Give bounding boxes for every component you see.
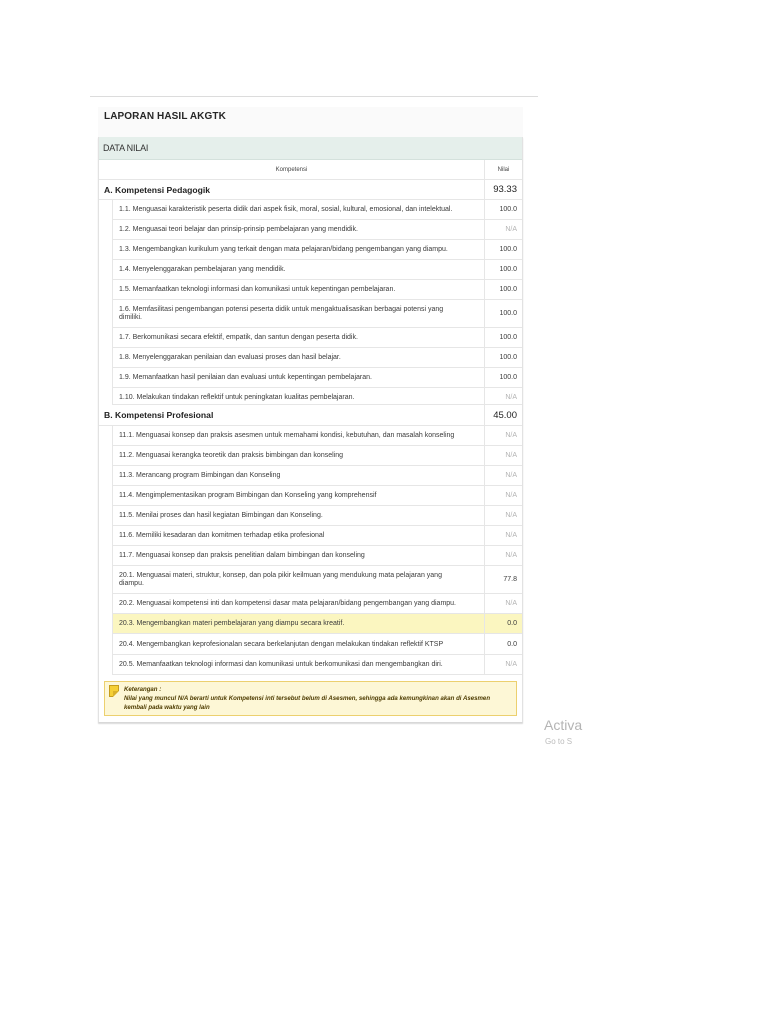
table-row [112, 300, 522, 328]
page-title: LAPORAN HASIL AKGTK [104, 111, 226, 122]
section-row-profesional [99, 405, 522, 426]
group-score: 45.00 [484, 405, 522, 425]
table-row [112, 655, 522, 675]
competency-label: 1.5. Memanfaatkan teknologi informasi dan komunikasi untuk kepentingan pembelajaran. [119, 286, 396, 293]
competency-label: 1.4. Menyelenggarakan pembelajaran yang mendidik. [119, 266, 286, 273]
table-row [112, 260, 522, 280]
score-value: N/A [484, 594, 522, 613]
table-row [112, 220, 522, 240]
table-row [112, 506, 522, 526]
competency-label: 1.7. Berkomunikasi secara efektif, empatik, dan santun dengan peserta didik. [119, 334, 358, 341]
competency-label: 1.9. Memanfaatkan hasil penilaian dan evaluasi untuk kepentingan pembelajaran. [119, 374, 372, 381]
table-row [112, 328, 522, 348]
score-value: 100.0 [484, 328, 522, 347]
score-value: 100.0 [484, 260, 522, 279]
note-label: Keterangan : [124, 686, 162, 693]
score-value: N/A [484, 388, 522, 404]
column-header-score: Nilai [484, 160, 522, 179]
competency-label: 20.5. Memanfaatkan teknologi informasi dan komunikasi untuk berkomunikasi dan mengembangkan diri. [119, 661, 443, 668]
table-row [112, 526, 522, 546]
competency-label: 20.1. Menguasai materi, struktur, konsep, dan pola pikir keilmuan yang mendukung mata pelajaran yang diampu. [119, 571, 442, 587]
table-row [112, 466, 522, 486]
note-text: Nilai yang muncul N/A berarti untuk Kompetensi inti tersebut belum di Asesmen, sehingga ada kemungkinan akan di Asesmen kembali pada waktu yang lain [124, 695, 491, 711]
table-row [112, 368, 522, 388]
table-row [112, 426, 522, 446]
divider [90, 96, 538, 97]
competency-label: 20.3. Mengembangkan materi pembelajaran yang diampu secara kreatif. [119, 620, 345, 627]
column-header-competency: Kompetensi [275, 166, 308, 173]
competency-label: 11.7. Menguasai konsep dan praksis penelitian dalam bimbingan dan konseling [119, 552, 365, 559]
score-value: 100.0 [484, 280, 522, 299]
info-note [104, 681, 517, 716]
section-header: DATA NILAI [99, 137, 522, 160]
table-header [99, 160, 522, 180]
score-value: 100.0 [484, 240, 522, 259]
competency-label: 1.1. Menguasai karakteristik peserta didik dari aspek fisik, moral, sosial, kultural, emosional, dan intelektual. [119, 206, 453, 213]
score-value: 0.0 [484, 614, 522, 633]
competency-label: 11.4. Mengimplementasikan program Bimbingan dan Konseling yang komprehensif [119, 492, 377, 499]
table-row [112, 388, 522, 405]
competency-label: 11.1. Menguasai konsep dan praksis asesmen untuk memahami kondisi, kebutuhan, dan masalah konseling [119, 432, 455, 439]
group-title: B. Kompetensi Profesional [104, 410, 214, 420]
score-value: N/A [484, 506, 522, 525]
group-score: 93.33 [484, 180, 522, 199]
activation-watermark-title: Activa [544, 717, 583, 733]
screenshot-region [90, 96, 585, 745]
score-value: 100.0 [484, 368, 522, 387]
competency-label: 11.5. Menilai proses dan hasil kegiatan Bimbingan dan Konseling. [119, 512, 323, 519]
competency-label: 1.3. Mengembangkan kurikulum yang terkait dengan mata pelajaran/bidang pengembangan yang diampu. [119, 246, 448, 253]
table-row [112, 594, 522, 614]
report-header [98, 107, 523, 137]
score-value: 77.8 [484, 566, 522, 593]
score-value: 100.0 [484, 300, 522, 327]
score-value: N/A [484, 546, 522, 565]
table-row [112, 200, 522, 220]
score-panel [98, 137, 523, 723]
competency-label: 1.2. Menguasai teori belajar dan prinsip-prinsip pembelajaran yang mendidik. [119, 226, 358, 233]
score-value: N/A [484, 655, 522, 674]
table-row [112, 446, 522, 466]
section-row-pedagogik [99, 180, 522, 200]
table-row [112, 634, 522, 655]
competency-label: 1.6. Memfasilitasi pengembangan potensi peserta didik untuk mengaktualisasikan berbagai potensi yang dimiliki. [119, 305, 444, 321]
score-value: N/A [484, 426, 522, 445]
score-value: 100.0 [484, 200, 522, 219]
table-row [112, 240, 522, 260]
score-value: 100.0 [484, 348, 522, 367]
panel-footer [99, 675, 522, 722]
table-row [112, 486, 522, 506]
score-value: 0.0 [484, 634, 522, 654]
competency-label: 1.8. Menyelenggarakan penilaian dan evaluasi proses dan hasil belajar. [119, 354, 341, 361]
activation-watermark-subtitle: Go to S [545, 737, 573, 745]
group-title: A. Kompetensi Pedagogik [104, 184, 211, 195]
score-value: N/A [484, 486, 522, 505]
table-row [112, 546, 522, 566]
table-row [112, 348, 522, 368]
table-row [112, 566, 522, 594]
competency-label: 20.2. Menguasai kompetensi inti dan kompetensi dasar mata pelajaran/bidang pengembangan yang diampu. [119, 600, 457, 607]
competency-label: 1.10. Melakukan tindakan reflektif untuk peningkatan kualitas pembelajaran. [119, 394, 355, 401]
note-icon [109, 685, 119, 697]
score-value: N/A [484, 466, 522, 485]
competency-label: 20.4. Mengembangkan keprofesionalan secara berkelanjutan dengan melakukan tindakan reflektif KTSP [119, 640, 444, 648]
score-value: N/A [484, 220, 522, 239]
table-row [112, 280, 522, 300]
competency-label: 11.6. Memiliki kesadaran dan komitmen terhadap etika profesional [119, 532, 325, 539]
competency-label: 11.3. Merancang program Bimbingan dan Konseling [119, 472, 281, 479]
score-value: N/A [484, 446, 522, 465]
score-value: N/A [484, 526, 522, 545]
table-row [112, 614, 522, 634]
competency-label: 11.2. Menguasai kerangka teoretik dan praksis bimbingan dan konseling [119, 452, 344, 459]
